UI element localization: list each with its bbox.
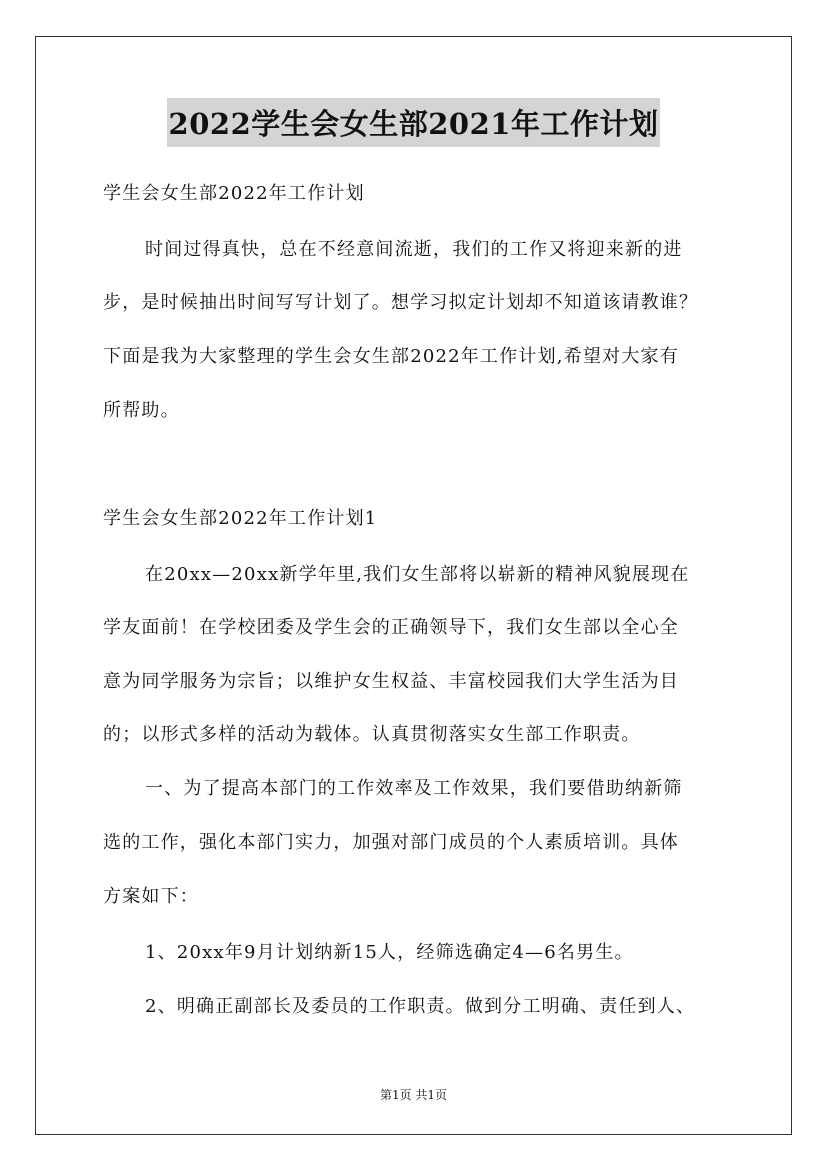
paragraph-line: 下面是我为大家整理的学生会女生部2022年工作计划,希望对大家有	[103, 346, 679, 367]
paragraph-line: 选的工作，强化本部门实力，加强对部门成员的个人素质培训。具体	[103, 832, 679, 853]
list-item: 2、明确正副部长及委员的工作职责。做到分工明确、责任到人、	[145, 996, 696, 1017]
list-item: 1、20xx年9月计划纳新15人，经筛选确定4—6名男生。	[145, 942, 634, 963]
section-heading: 学生会女生部2022年工作计划1	[103, 508, 378, 529]
paragraph-line: 的；以形式多样的活动为载体。认真贯彻落实女生部工作职责。	[103, 724, 641, 745]
paragraph-line: 时间过得真快，总在不经意间流逝，我们的工作又将迎来新的进	[145, 239, 683, 260]
paragraph-line: 学友面前！在学校团委及学生会的正确领导下，我们女生部以全心全	[103, 617, 679, 638]
paragraph-line: 在20xx—20xx新学年里,我们女生部将以崭新的精神风貌展现在	[145, 564, 690, 585]
document-title: 2022学生会女生部2021年工作计划	[167, 98, 661, 147]
section-heading: 学生会女生部2022年工作计划	[103, 183, 365, 204]
paragraph-line: 方案如下：	[103, 886, 199, 907]
page-number: 第1页 共1页	[379, 1088, 448, 1102]
paragraph-line: 意为同学服务为宗旨；以维护女生权益、丰富校园我们大学生活为目	[103, 671, 679, 692]
paragraph-line: 一、为了提高本部门的工作效率及工作效果，我们要借助纳新筛	[145, 778, 683, 799]
paragraph-line: 所帮助。	[103, 400, 180, 421]
paragraph-line: 步，是时候抽出时间写写计划了。想学习拟定计划却不知道该请教谁？	[103, 292, 699, 313]
